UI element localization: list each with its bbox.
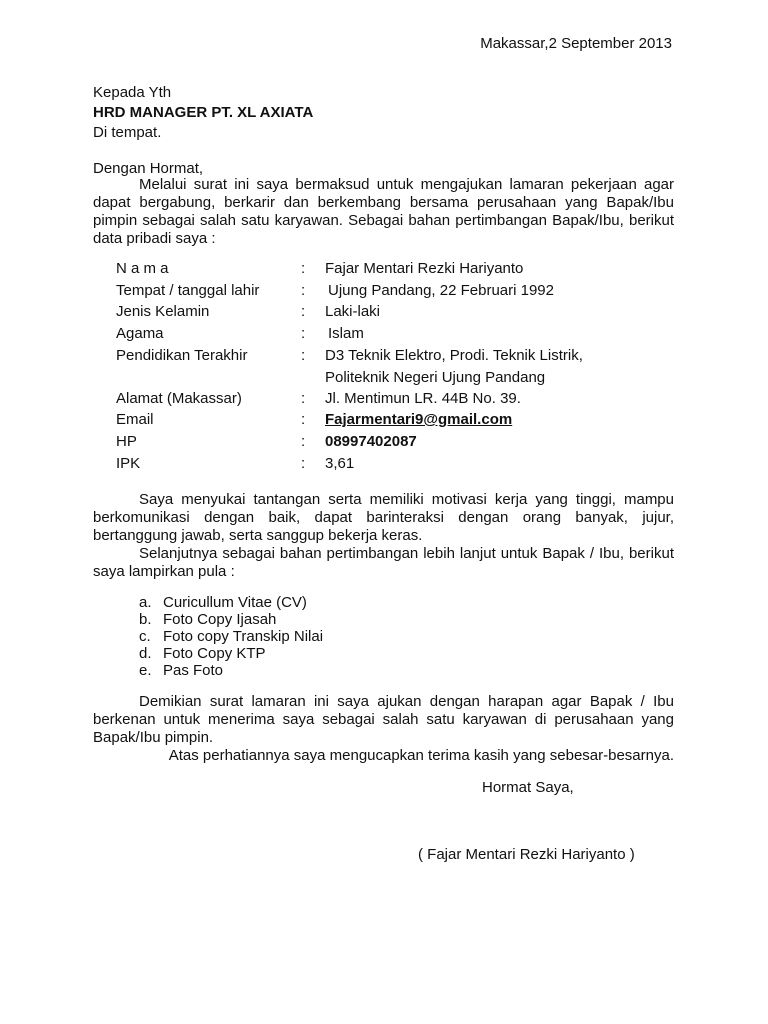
field-value-education-line2: Politeknik Negeri Ujung Pandang <box>325 369 546 386</box>
closing-text: Demikian surat lamaran ini saya ajukan dengan harapan agar Bapak / Ibu berkenan untuk menerima saya sebagai salah satu karyawan di perusahaan yang Bapak/Ibu pimpin. <box>93 693 674 746</box>
field-colon: : <box>301 260 306 277</box>
field-value-ttl: Ujung Pandang, 22 Februari 1992 <box>328 282 554 299</box>
field-colon: : <box>301 433 306 450</box>
motivation-text: Saya menyukai tantangan serta memiliki motivasi kerja yang tinggi, mampu berkomunikasi dengan baik, dapat barinteraksi dengan orang banyak, jujur, bertanggung jawab, serta sanggup bekerja keras. <box>93 491 674 544</box>
field-value-address: Jl. Mentimun LR. 44B No. 39. <box>325 390 521 407</box>
field-label-gender: Jenis Kelamin <box>116 303 210 320</box>
greeting: Dengan Hormat, <box>93 160 204 177</box>
signature-name: ( Fajar Mentari Rezki Hariyanto ) <box>418 846 635 863</box>
field-value-gender: Laki-laki <box>325 303 381 320</box>
recipient-name: HRD MANAGER PT. XL AXIATA <box>93 104 314 121</box>
intro-text: Melalui surat ini saya bermaksud untuk mengajukan lamaran pekerjaan agar dapat bergabung, berkarir dan berkembang bersama perusahaan yang Bapak/Ibu pimpin sebagai salah satu karyawan. Sebagai bahan pertimbangan Bapak/Ibu, berikut data pribadi saya : <box>93 176 674 247</box>
field-label-ipk: IPK <box>116 455 141 472</box>
field-value-education: D3 Teknik Elektro, Prodi. Teknik Listrik, <box>325 347 583 364</box>
field-value-nama: Fajar Mentari Rezki Hariyanto <box>325 260 524 277</box>
field-value-hp: 08997402087 <box>325 433 417 450</box>
attachment-intro-text: Selanjutnya sebagai bahan pertimbangan lebih lanjut untuk Bapak / Ibu, berikut saya lampirkan pula : <box>93 545 674 580</box>
attachment-item: Pas Foto <box>163 662 224 679</box>
recipient-place: Di tempat. <box>93 124 162 141</box>
attachment-item: Foto Copy KTP <box>163 645 266 662</box>
attachment-item: Foto copy Transkip Nilai <box>163 628 324 645</box>
attachment-letter: c. <box>139 628 151 645</box>
field-value-religion: Islam <box>328 325 364 342</box>
field-value-email[interactable]: Fajarmentari9@gmail.com <box>325 411 513 428</box>
field-label-nama: N a m a <box>116 260 169 277</box>
field-label-ttl: Tempat / tanggal lahir <box>116 282 260 299</box>
field-colon: : <box>301 325 306 342</box>
attachment-letter: a. <box>139 594 152 611</box>
letter-date: Makassar,2 September 2013 <box>480 35 672 52</box>
recipient-salutation: Kepada Yth <box>93 84 172 101</box>
attachment-letter: d. <box>139 645 152 662</box>
field-colon: : <box>301 282 306 299</box>
field-label-religion: Agama <box>116 325 164 342</box>
field-label-hp: HP <box>116 433 137 450</box>
field-value-ipk: 3,61 <box>325 455 355 472</box>
attachment-letter: e. <box>139 662 152 679</box>
field-label-email: Email <box>116 411 154 428</box>
field-colon: : <box>301 390 306 407</box>
field-colon: : <box>301 347 306 364</box>
intro-paragraph <box>93 176 674 248</box>
field-label-education: Pendidikan Terakhir <box>116 347 248 364</box>
motivation-paragraph <box>93 491 674 545</box>
attachment-intro-paragraph <box>93 545 674 581</box>
field-colon: : <box>301 455 306 472</box>
field-colon: : <box>301 303 306 320</box>
attachment-item: Curicullum Vitae (CV) <box>163 594 307 611</box>
signoff: Hormat Saya, <box>482 779 574 796</box>
field-label-address: Alamat (Makassar) <box>116 390 242 407</box>
attachment-item: Foto Copy Ijasah <box>163 611 277 628</box>
thanks-line: Atas perhatiannya saya mengucapkan terima kasih yang sebesar-besarnya. <box>168 747 674 764</box>
field-colon: : <box>301 411 306 428</box>
attachment-letter: b. <box>139 611 152 628</box>
closing-paragraph <box>93 693 674 747</box>
